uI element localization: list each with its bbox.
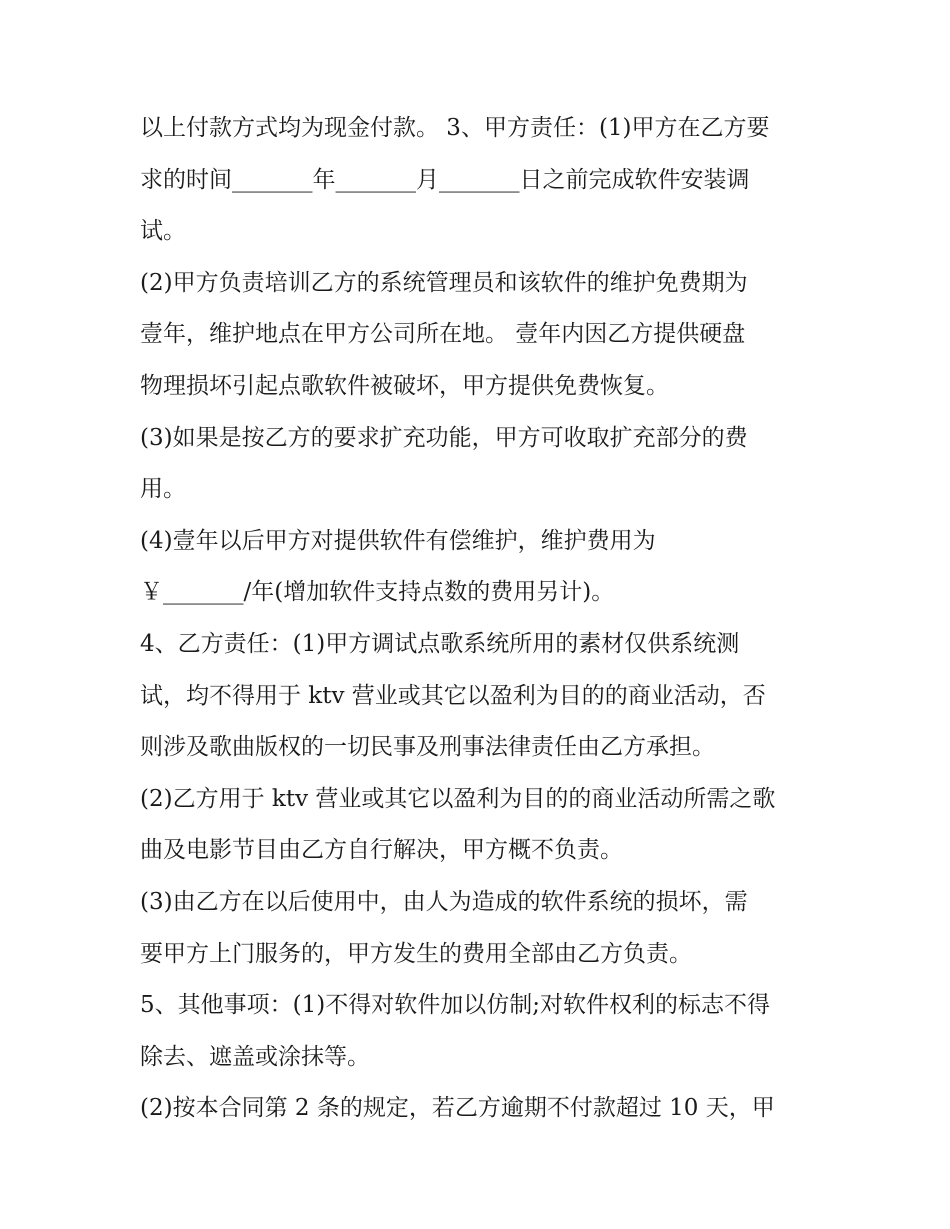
text-line: 壹年，维护地点在甲方公司所在地。 壹年内因乙方提供硬盘 (140, 321, 746, 348)
text-line: (4)壹年以后甲方对提供软件有偿维护，维护费用为 (140, 527, 656, 554)
text-line: 则涉及歌曲版权的一切民事及刑事法律责任由乙方承担。 (140, 734, 715, 761)
text-line: 曲及电影节目由乙方自行解决，甲方概不负责。 (140, 837, 623, 864)
text-line: 5、其他事项：(1)不得对软件加以仿制;对软件权利的标志不得 (140, 992, 770, 1019)
text-line: (2)甲方负责培训乙方的系统管理员和该软件的维护免费期为 (140, 269, 748, 296)
text-line: (2)乙方用于 ktv 营业或其它以盈利为目的的商业活动所需之歌 (140, 785, 776, 812)
text-line: 要甲方上门服务的，甲方发生的费用全部由乙方负责。 (140, 940, 692, 967)
contract-body-text (140, 103, 820, 1135)
text-line: (3)由乙方在以后使用中，由人为造成的软件系统的损坏，需 (140, 888, 748, 915)
text-line: 除去、遮盖或涂抹等。 (140, 1043, 370, 1070)
text-line: 试。 (140, 218, 186, 245)
text-line: 以上付款方式均为现金付款。 3、甲方责任：(1)甲方在乙方要 (140, 115, 770, 141)
text-line: 用。 (140, 476, 186, 503)
text-line: (3)如果是按乙方的要求扩充功能，甲方可收取扩充部分的费 (140, 424, 748, 451)
text-line: (2)按本合同第 2 条的规定，若乙方逾期不付款超过 10 天，甲 (140, 1095, 775, 1122)
text-line: 试，均不得用于 ktv 营业或其它以盈利为目的的商业活动，否 (140, 682, 766, 709)
text-line: ￥_______/年(增加软件支持点数的费用另计)。 (140, 579, 615, 606)
text-line: 4、乙方责任：(1)甲方调试点歌系统所用的素材仅供系统测 (140, 630, 740, 657)
text-line: 物理损坏引起点歌软件被破坏，甲方提供免费恢复。 (140, 372, 669, 399)
text-line: 求的时间_______年_______月_______日之前完成软件安装调 (140, 166, 750, 193)
